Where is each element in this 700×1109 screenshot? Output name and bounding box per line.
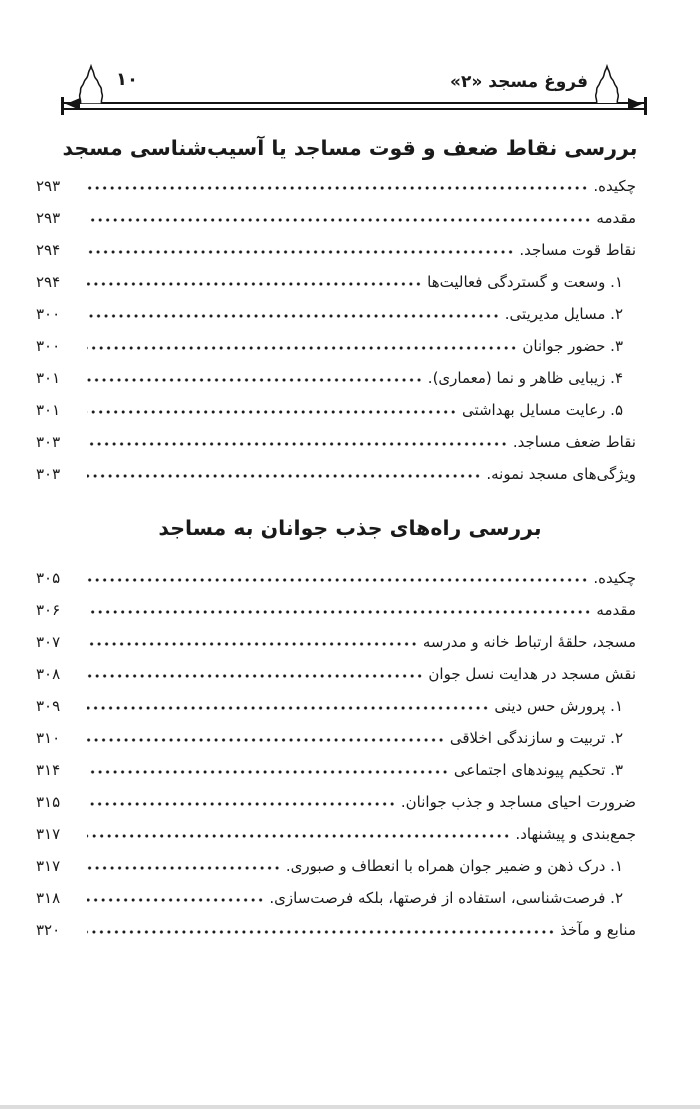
toc-entry-page-number: ۳۱۸ (36, 889, 61, 907)
toc-row (36, 878, 636, 910)
toc-row (36, 230, 636, 262)
toc-entry-title: مسجد، حلقهٔ ارتباط خانه و مدرسه (422, 633, 636, 651)
dot-leader (87, 408, 457, 416)
toc-row (36, 358, 636, 390)
toc-entry-page-number: ۳۰۹ (36, 697, 61, 715)
toc-entry-page-number: ۳۱۷ (36, 825, 61, 843)
mosque-dome-icon (588, 58, 626, 104)
toc-entry-title: ۴. زیبایی ظاهر و نما (معماری). (427, 369, 623, 387)
dot-leader (87, 576, 588, 584)
toc-row (36, 814, 636, 846)
rule-end-arrow-right (628, 98, 642, 110)
dot-leader (87, 376, 423, 384)
toc-row (36, 166, 636, 198)
toc-entry-page-number: ۲۹۴ (36, 241, 61, 259)
toc-entry-title: ۱. درک ذهن و ضمیر جوان همراه با انعطاف و صبوری. (285, 857, 623, 875)
toc-entry-page-number: ۳۰۰ (36, 305, 61, 323)
dot-leader (87, 864, 281, 872)
toc-row (36, 846, 636, 878)
toc-entry-title: ۱. پرورش حس دینی (494, 697, 623, 715)
toc-row (36, 390, 636, 422)
toc-row (36, 422, 636, 454)
dot-leader (87, 280, 422, 288)
toc-entry-page-number: ۳۰۳ (36, 465, 61, 483)
toc-entry-page-number: ۳۰۷ (36, 633, 61, 651)
toc-list (0, 558, 700, 942)
dot-leader (87, 608, 591, 616)
dot-leader (87, 928, 555, 936)
toc-entry-title: ۳. حضور جوانان (522, 337, 623, 355)
toc-entry-title: جمع‌بندی و پیشنهاد. (515, 825, 636, 843)
toc-entry-page-number: ۳۰۶ (36, 601, 61, 619)
toc-entry-title: ۲. فرصت‌شناسی، استفاده از فرصتها، بلکه فرصت‌سازی. (269, 889, 623, 907)
toc-entry-title: چکیده. (593, 569, 636, 587)
dot-leader (87, 896, 264, 904)
toc-entry-page-number: ۳۰۸ (36, 665, 61, 683)
toc-entry-page-number: ۳۰۰ (36, 337, 61, 355)
dot-leader (87, 704, 489, 712)
toc-entry-title: ۲. تربیت و سازندگی اخلاقی (449, 729, 623, 747)
dot-leader (87, 736, 445, 744)
dot-leader (87, 248, 514, 256)
mosque-dome-icon (70, 58, 112, 104)
dot-leader (87, 832, 510, 840)
toc-entry-title: نقش مسجد در هدایت نسل جوان (428, 665, 636, 683)
toc-entry-title: ۳. تحکیم پیوندهای اجتماعی (453, 761, 623, 779)
toc-row (36, 262, 636, 294)
scan-edge-shadow (0, 1105, 700, 1109)
table-of-contents (0, 122, 700, 942)
toc-entry-page-number: ۳۱۰ (36, 729, 61, 747)
toc-entry-title: ۱. وسعت و گستردگی فعالیت‌ها (427, 273, 623, 291)
toc-entry-title: مقدمه (596, 209, 636, 227)
toc-row (36, 718, 636, 750)
toc-entry-page-number: ۳۱۴ (36, 761, 61, 779)
page-number: ۱۰ (116, 69, 138, 90)
book-title: فروغ مسجد «۲» (450, 72, 588, 92)
dot-leader (87, 344, 517, 352)
toc-entry-page-number: ۲۹۳ (36, 177, 61, 195)
toc-row (36, 750, 636, 782)
dot-leader (87, 472, 481, 480)
toc-entry-title: ۵. رعایت مسایل بهداشتی (461, 401, 623, 419)
section-title: بررسی نقاط ضعف و قوت مساجد یا آسیب‌شناسی مسجد (62, 136, 638, 160)
toc-row (36, 782, 636, 814)
toc-row (36, 910, 636, 942)
toc-entry-title: مقدمه (596, 601, 636, 619)
toc-row (36, 686, 636, 718)
toc-row (36, 622, 636, 654)
dot-leader (87, 312, 500, 320)
toc-row (36, 454, 636, 486)
toc-entry-page-number: ۳۱۷ (36, 857, 61, 875)
dot-leader (87, 440, 508, 448)
dot-leader (87, 216, 591, 224)
header-rule (64, 102, 644, 110)
toc-entry-page-number: ۳۰۳ (36, 433, 61, 451)
toc-row (36, 558, 636, 590)
toc-row (36, 326, 636, 358)
toc-row (36, 590, 636, 622)
dot-leader (87, 184, 588, 192)
dot-leader (87, 672, 423, 680)
toc-row (36, 198, 636, 230)
section-title: بررسی راه‌های جذب جوانان به مساجد (158, 516, 542, 540)
dot-leader (87, 768, 449, 776)
toc-entry-page-number: ۳۰۵ (36, 569, 61, 587)
toc-row (36, 654, 636, 686)
toc-entry-title: نقاط قوت مساجد. (519, 241, 636, 259)
toc-entry-page-number: ۲۹۳ (36, 209, 61, 227)
toc-entry-page-number: ۳۱۵ (36, 793, 61, 811)
toc-entry-page-number: ۲۹۴ (36, 273, 61, 291)
toc-entry-title: چکیده. (593, 177, 636, 195)
toc-entry-page-number: ۳۰۱ (36, 369, 61, 387)
toc-entry-title: ویژگی‌های مسجد نمونه. (486, 465, 636, 483)
toc-list (0, 166, 700, 486)
toc-entry-title: نقاط ضعف مساجد. (512, 433, 636, 451)
toc-entry-title: ضرورت احیای مساجد و جذب جوانان. (400, 793, 636, 811)
toc-entry-title: منابع و مآخذ (560, 921, 636, 939)
toc-entry-page-number: ۳۰۱ (36, 401, 61, 419)
dot-leader (87, 800, 396, 808)
toc-row (36, 294, 636, 326)
toc-entry-page-number: ۳۲۰ (36, 921, 61, 939)
page-header (0, 0, 700, 120)
dot-leader (87, 640, 418, 648)
toc-entry-title: ۲. مسایل مدیریتی. (504, 305, 623, 323)
